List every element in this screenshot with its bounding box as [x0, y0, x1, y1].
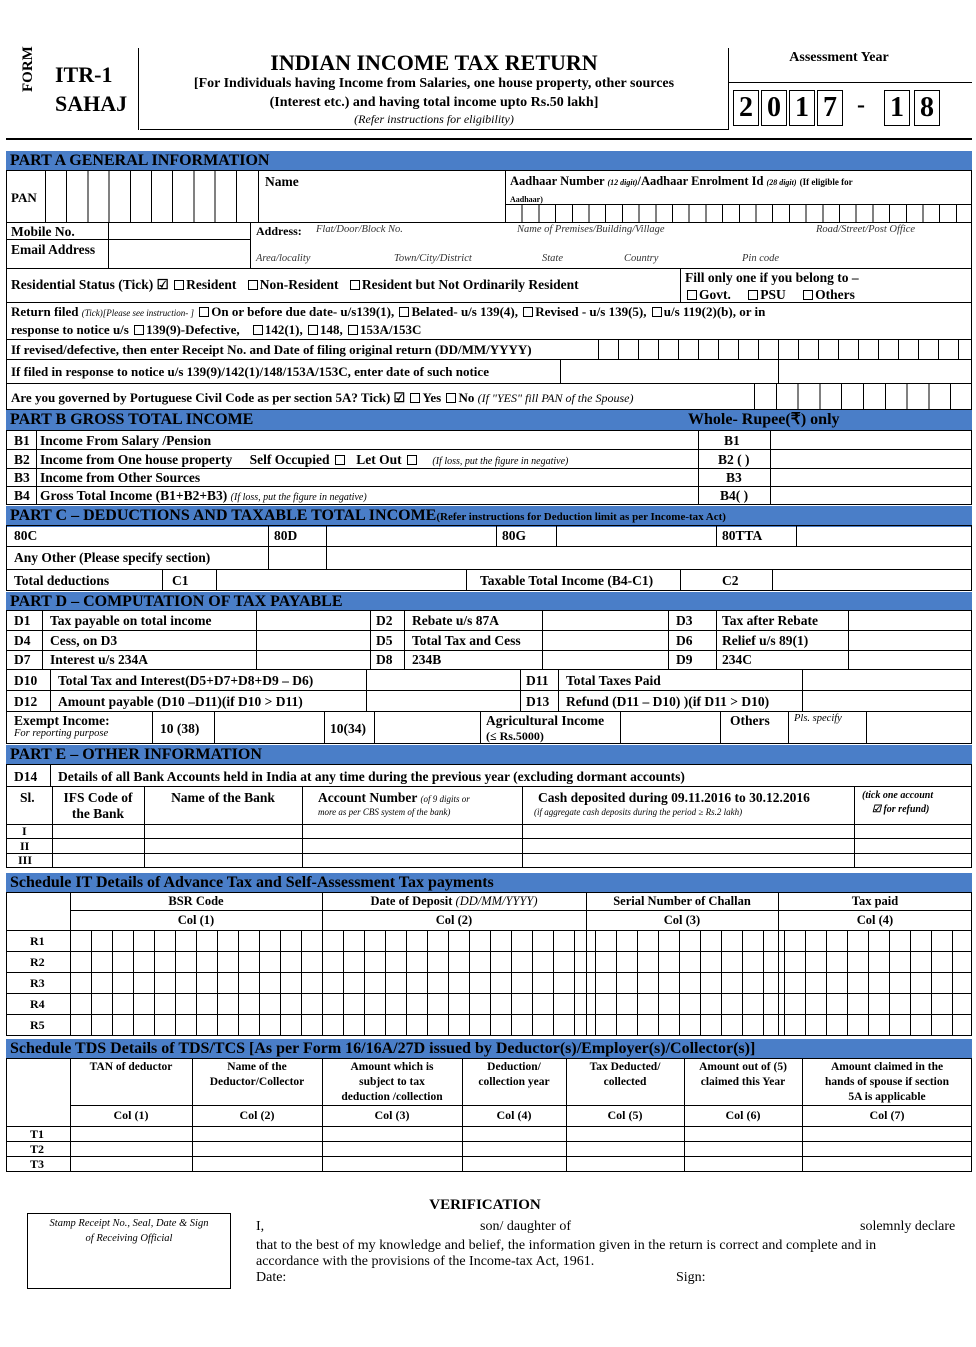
aadhaar-text: Aadhaar Number [510, 174, 605, 188]
d14-label: Details of all Bank Accounts held in India at any time during the previous year (excluding dormant accounts) [58, 769, 685, 784]
notice-date-label: If filed in response to notice u/s 139(9)/142(1)/148/153A/153C, enter date of such notice [11, 364, 489, 379]
tds-row-3: T3 [30, 1157, 45, 1171]
sl-header: Sl. [20, 790, 35, 805]
part-c-title [6, 506, 972, 527]
on-time-label: On or before due date- u/s139(1), [211, 304, 395, 319]
d14-code: D14 [14, 769, 38, 784]
pan-label: PAN [11, 190, 37, 205]
b1-ref: B1 [724, 433, 740, 448]
s148-checkbox[interactable] [308, 325, 318, 335]
tds-h4a: Deduction/ [487, 1061, 541, 1073]
form-subtitle-2: (Interest etc.) and having total income upto Rs.50 lakh] [269, 95, 599, 110]
part-b-title [6, 410, 972, 430]
return-filed-row [11, 304, 765, 321]
tds-h5a: Tax Deducted/ [589, 1061, 661, 1073]
others-income-label: Others [730, 713, 770, 728]
form-label: FORM [20, 46, 36, 92]
it-row-2: R2 [30, 955, 45, 969]
b4-label [40, 488, 367, 505]
spouse-pan-boxes[interactable] [754, 383, 972, 410]
d2-code: D2 [376, 613, 393, 628]
b2-label [40, 452, 568, 469]
country-label: Country [624, 253, 659, 264]
revised-checkbox[interactable] [523, 307, 533, 317]
d6-label: Relief u/s 89(1) [722, 633, 809, 648]
tds-h6b: claimed this Year [700, 1076, 786, 1088]
80tta-label: 80TTA [722, 528, 763, 543]
part-a-title: PART A GENERAL INFORMATION [6, 151, 972, 170]
u119-checkbox[interactable] [652, 307, 662, 317]
bsr-header: BSR Code [168, 894, 224, 908]
resident-label: Resident [186, 277, 237, 292]
d3-label: Tax after Rebate [722, 613, 818, 628]
cash-note: (if aggregate cash deposits during the period ≥ Rs.2 lakh) [534, 807, 743, 817]
b4-label-text: Gross Total Income (B1+B2+B3) [40, 488, 228, 503]
defective-checkbox[interactable] [134, 325, 144, 335]
verification-line-2: that to the best of my knowledge and belief, the information given in the return is correct and complete and in [256, 1238, 877, 1253]
d8-label: 234B [412, 652, 442, 667]
ay-digit-4[interactable]: 7 [817, 90, 843, 126]
total-deductions-label: Total deductions [14, 573, 110, 588]
whole-rupee-label: Whole- Rupee(₹) only [688, 411, 840, 428]
spouse-note: (If "YES" fill PAN of the Spouse) [477, 391, 634, 405]
d6-code: D6 [676, 633, 693, 648]
bsr-col: Col (1) [177, 913, 215, 927]
verification-son: son/ daughter of [480, 1219, 571, 1234]
it-row-4: R4 [30, 997, 45, 1011]
revised-label: Revised - u/s 139(5), [535, 304, 647, 319]
belated-label: Belated- u/s 139(4), [411, 304, 519, 319]
c2-label: C2 [722, 573, 739, 588]
defective-label: 139(9)-Defective, [146, 322, 240, 337]
date-header-format: (DD/MM/YYYY) [455, 894, 538, 908]
tds-col-1: Col (1) [113, 1108, 149, 1122]
return-filed-label: Return filed [11, 304, 79, 319]
town-label: Town/City/District [394, 253, 472, 264]
serial-header: Serial Number of Challan [613, 894, 751, 908]
exempt-note: For reporting purpose [14, 728, 109, 739]
d2-label: Rebate u/s 87A [412, 613, 499, 628]
s1038-label: 10 (38) [160, 721, 200, 736]
b2-label-text: Income from One house property [40, 452, 233, 467]
b4-ref: B4( ) [720, 488, 749, 503]
b1-label: Income From Salary /Pension [40, 433, 212, 448]
d1-label: Tax payable on total income [50, 613, 212, 628]
verification-title: VERIFICATION [429, 1197, 541, 1213]
psu-checkbox[interactable] [748, 290, 758, 300]
notice-date-field[interactable] [560, 359, 778, 383]
pin-label: Pin code [742, 253, 780, 264]
email-label: Email Address [11, 242, 96, 257]
ifsc-header-1: IFS Code of [63, 790, 133, 805]
d12-code: D12 [14, 694, 38, 709]
portuguese-label: Are you governed by Portuguese Civil Code as per section 5A? Tick) ☑ [11, 390, 406, 405]
form-code: ITR-1 [55, 62, 113, 87]
others-checkbox[interactable] [803, 290, 813, 300]
tick-note-2: ☑ for refund) [872, 804, 930, 815]
d11-label: Total Taxes Paid [566, 673, 661, 688]
yes-checkbox[interactable] [410, 393, 420, 403]
serial-col: Col (3) [663, 913, 701, 927]
psu-label: PSU [760, 287, 786, 302]
portuguese-row [11, 390, 633, 406]
80c-label: 80C [14, 528, 38, 543]
residential-row [11, 277, 579, 292]
aadhaar-cont: Aadhaar) [510, 195, 543, 204]
80g-label: 80G [502, 528, 527, 543]
yes-label: Yes [422, 390, 442, 405]
d9-code: D9 [676, 652, 693, 667]
let-out-checkbox[interactable] [407, 455, 417, 465]
self-occupied-label: Self Occupied [249, 452, 330, 467]
others-category-label: Others [815, 287, 855, 302]
b4-code: B4 [14, 488, 30, 503]
employer-category-row [685, 287, 855, 302]
date-col: Col (2) [435, 913, 473, 927]
b3-ref: B3 [726, 470, 742, 485]
d10-label: Total Tax and Interest(D5+D7+D8+D9 – D6) [58, 673, 314, 688]
tds-col-6: Col (6) [725, 1108, 761, 1122]
premises-label: Name of Premises/Building/Village [517, 224, 665, 235]
part-e-title: PART E – OTHER INFORMATION [6, 745, 972, 764]
ay-dash: - [857, 92, 865, 118]
ay-digit-6[interactable]: 8 [914, 90, 940, 126]
d13-code: D13 [526, 694, 550, 709]
tds-h2b: Deductor/Collector [209, 1076, 305, 1088]
d4-label: Cess, on D3 [50, 633, 118, 648]
stamp-text-1: Stamp Receipt No., Seal, Date & Sign [49, 1218, 209, 1229]
tds-h6a: Amount out of (5) [699, 1061, 787, 1073]
exempt-income-label: Exempt Income: [14, 713, 110, 728]
80d-label: 80D [274, 528, 298, 543]
b2-ref: B2 ( ) [718, 452, 750, 467]
name-label: Name [265, 174, 299, 189]
rnor-label: Resident but Not Ordinarily Resident [361, 277, 579, 292]
d5-code: D5 [376, 633, 393, 648]
verification-sign: Sign: [676, 1270, 706, 1285]
resident-checkbox[interactable] [174, 280, 184, 290]
aadhaar-12: (12 digit) [607, 178, 638, 187]
bank-row-2: II [20, 839, 30, 853]
d10-code: D10 [14, 673, 38, 688]
d7-code: D7 [14, 652, 31, 667]
d5-label: Total Tax and Cess [412, 633, 521, 648]
tds-h3c: deduction /collection [341, 1091, 443, 1103]
bank-row-3: III [18, 853, 33, 867]
govt-checkbox[interactable] [687, 290, 697, 300]
road-label: Road/Street/Post Office [816, 224, 916, 235]
tds-h7a: Amount claimed in the [830, 1061, 944, 1073]
form-subtitle-1: [For Individuals having Income from Salaries, one house property, other sources [193, 76, 675, 91]
any-other-label: Any Other (Please specify section) [14, 550, 211, 565]
return-filed-note: (Tick)[Please see instruction- ] [81, 308, 195, 318]
govt-label: Govt. [699, 287, 731, 302]
form-title: INDIAN INCOME TAX RETURN [270, 50, 598, 75]
pls-specify: Pls. specify [794, 713, 842, 724]
s142-checkbox[interactable] [253, 325, 263, 335]
tds-h1: TAN of deductor [89, 1061, 173, 1073]
schedule-it-title: Schedule IT Details of Advance Tax and Self-Assessment Tax payments [6, 873, 972, 892]
s148-label: 148, [320, 322, 343, 337]
taxpaid-header: Tax paid [851, 894, 899, 908]
date-header-text: Date of Deposit [370, 894, 453, 908]
d8-code: D8 [376, 652, 393, 667]
notice-row [11, 322, 421, 337]
taxable-income-label: Taxable Total Income (B4-C1) [480, 573, 654, 588]
it-row-1: R1 [30, 934, 45, 948]
s153-checkbox[interactable] [348, 325, 358, 335]
revised-receipt-boxes[interactable] [598, 339, 972, 359]
tds-row-1: T1 [30, 1127, 45, 1141]
form-subtitle-3: (Refer instructions for eligibility) [354, 112, 514, 126]
taxpaid-col: Col (4) [856, 913, 894, 927]
verification-date: Date: [256, 1270, 287, 1285]
ay-digit-5[interactable]: 1 [884, 90, 910, 126]
aadhaar-label [510, 174, 853, 190]
rnor-checkbox[interactable] [350, 280, 360, 290]
part-b-title-text: PART B GROSS TOTAL INCOME [10, 411, 254, 428]
verification-i: I, [256, 1219, 265, 1234]
tds-h7c: 5A is applicable [848, 1091, 926, 1103]
aadhaar-boxes[interactable] [505, 204, 972, 223]
residential-label: Residential Status (Tick) ☑ [11, 277, 169, 292]
nonresident-checkbox[interactable] [248, 280, 258, 290]
stamp-text-2: of Receiving Official [85, 1233, 173, 1244]
b1-code: B1 [14, 433, 30, 448]
nonresident-label: Non-Resident [259, 277, 339, 292]
tds-col-3: Col (3) [374, 1108, 410, 1122]
tds-h5b: collected [603, 1076, 647, 1088]
date-header [322, 894, 586, 909]
tds-h3a: Amount which is [350, 1061, 434, 1073]
assessment-year-label: Assessment Year [789, 50, 889, 65]
u119-label: u/s 119(2)(b), or in [663, 304, 766, 319]
no-checkbox[interactable] [446, 393, 456, 403]
d3-code: D3 [676, 613, 693, 628]
mobile-label: Mobile No. [11, 224, 75, 239]
it-grid[interactable] [70, 930, 972, 1036]
aadhaar-enrol: /Aadhaar Enrolment Id [637, 174, 764, 188]
agri-label: Agricultural Income [486, 713, 605, 728]
ay-digit-3[interactable]: 1 [789, 90, 815, 126]
agri-limit: (≤ Rs.5000) [486, 729, 544, 743]
part-c-note: (Refer instructions for Deduction limit as per Income-tax Act) [436, 511, 726, 523]
it-row-3: R3 [30, 976, 45, 990]
account-note-2: more as per CBS system of the bank) [318, 807, 451, 817]
d4-code: D4 [14, 633, 31, 648]
s142-label: 142(1), [264, 322, 303, 337]
ay-digit-2[interactable]: 0 [761, 90, 787, 126]
account-header [318, 790, 470, 807]
verification-solemnly: solemnly declare [860, 1219, 956, 1234]
tds-col-2: Col (2) [239, 1108, 275, 1122]
tds-col-7: Col (7) [869, 1108, 905, 1122]
it-row-5: R5 [30, 1018, 45, 1032]
account-note-1: (of 9 digits or [420, 794, 470, 804]
cash-header: Cash deposited during 09.11.2016 to 30.12.2016 [538, 790, 810, 805]
on-time-checkbox[interactable] [199, 307, 209, 317]
fill-only-label: Fill only one if you belong to – [685, 270, 859, 285]
account-header-text: Account Number [318, 790, 418, 805]
verification-line-3: accordance with the provisions of the Income-tax Act, 1961. [256, 1254, 595, 1269]
self-occupied-checkbox[interactable] [335, 455, 345, 465]
b2-code: B2 [14, 452, 30, 467]
let-out-label: Let Out [356, 452, 402, 467]
d1-code: D1 [14, 613, 31, 628]
ay-digit-1[interactable]: 2 [733, 90, 759, 126]
aadhaar-28: (28 digit) [766, 178, 797, 187]
bank-row-1: I [22, 824, 27, 838]
part-c-title-text: PART C – DEDUCTIONS AND TAXABLE TOTAL INCOME [10, 507, 437, 524]
ifsc-header-2: the Bank [71, 806, 125, 821]
d12-label: Amount payable (D10 –D11)(if D10 > D11) [58, 694, 303, 709]
part-d-title: PART D – COMPUTATION OF TAX PAYABLE [6, 592, 972, 611]
response-notice-label: response to notice u/s [11, 322, 129, 337]
bank-name-header: Name of the Bank [171, 790, 275, 805]
state-label: State [542, 253, 563, 264]
d9-label: 234C [722, 652, 752, 667]
c1-label: C1 [172, 573, 189, 588]
pan-boxes[interactable] [45, 170, 257, 222]
revised-receipt-label: If revised/defective, then enter Receipt No. and Date of filing original return (DD/MM/YYYY) [11, 342, 532, 357]
tds-h3b: subject to tax [359, 1076, 425, 1088]
s153-label: 153A/153C [360, 322, 422, 337]
d7-label: Interest u/s 234A [50, 652, 149, 667]
b3-code: B3 [14, 470, 30, 485]
tds-h7b: hands of spouse if section [825, 1076, 949, 1088]
tds-h2a: Name of the [227, 1061, 287, 1073]
form-name: SAHAJ [55, 91, 128, 116]
belated-checkbox[interactable] [399, 307, 409, 317]
schedule-tds-title: Schedule TDS Details of TDS/TCS [As per Form 16/16A/27D issued by Deductor(s)/Employer(s)/Collector(s)] [6, 1039, 972, 1058]
tds-row-2: T2 [30, 1142, 45, 1156]
b3-label: Income from Other Sources [40, 470, 201, 485]
b4-loss-note: (If loss, put the figure in negative) [230, 492, 367, 503]
area-label: Area/locality [256, 253, 311, 264]
no-label: No [458, 390, 475, 405]
tds-col-4: Col (4) [496, 1108, 532, 1122]
flat-label: Flat/Door/Block No. [316, 224, 403, 235]
s1034-label: 10(34) [330, 721, 366, 736]
b2-loss-note: (If loss, put the figure in negative) [432, 456, 569, 467]
tds-h4b: collection year [478, 1076, 550, 1088]
d11-code: D11 [526, 673, 549, 688]
tds-col-5: Col (5) [607, 1108, 643, 1122]
aadhaar-if: (If eligible for [799, 177, 853, 187]
d13-label: Refund (D11 – D10) )(if D11 > D10) [566, 694, 770, 709]
tick-note-1: (tick one account [862, 790, 934, 801]
address-label: Address: [256, 224, 302, 238]
